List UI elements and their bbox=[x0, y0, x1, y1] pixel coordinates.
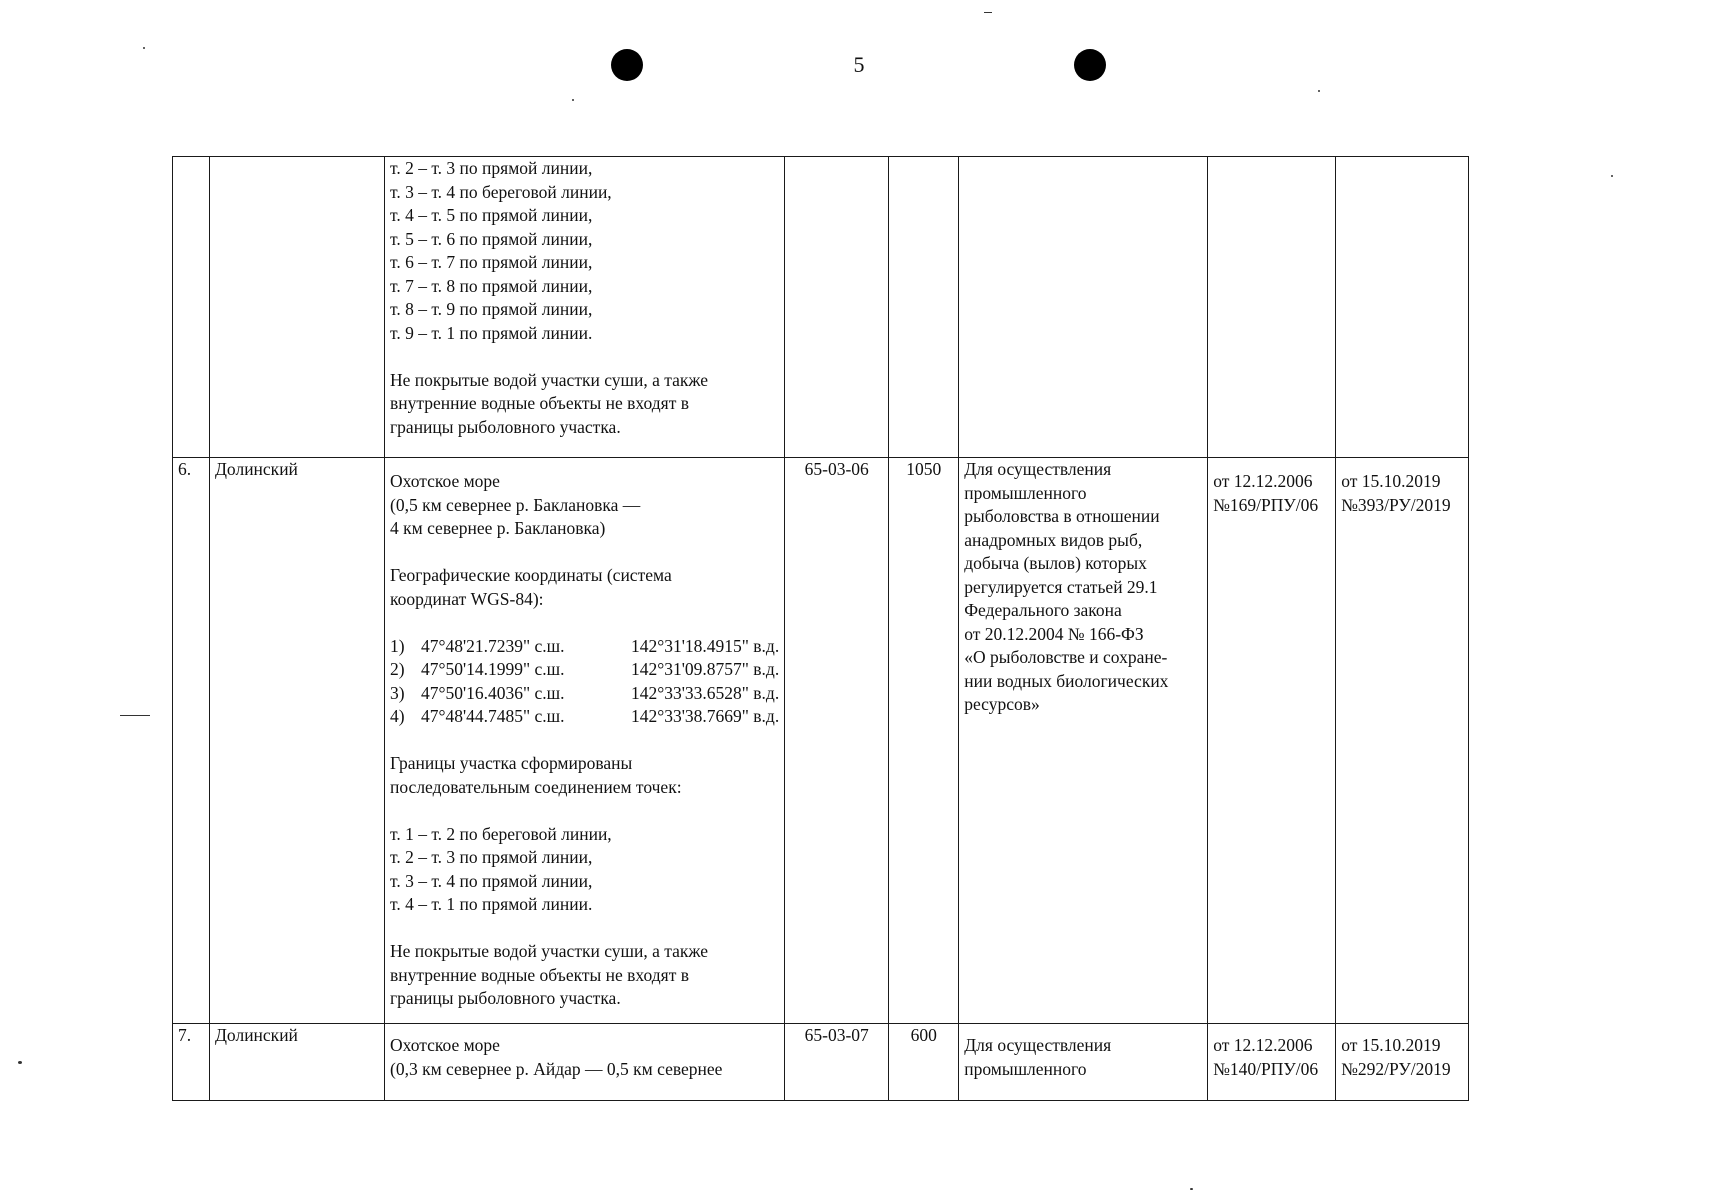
decision-date: от 15.10.2019 bbox=[1341, 471, 1441, 491]
sea-name: Охотское море bbox=[390, 471, 500, 491]
purpose-line: промышленного bbox=[964, 482, 1087, 503]
boundary-segment: т. 8 – т. 9 по прямой линии, bbox=[390, 299, 593, 319]
cell-code: 65-03-06 bbox=[785, 458, 889, 1024]
note-line: границы рыболовного участка. bbox=[390, 416, 621, 437]
border-title: Границы участка сформированы bbox=[390, 753, 633, 773]
cell-contract bbox=[1208, 458, 1336, 1024]
boundary-segment: т. 4 – т. 5 по прямой линии, bbox=[390, 205, 593, 225]
contract-date: от 12.12.2006 bbox=[1213, 471, 1313, 491]
note-line: Не покрытые водой участки суши, а также bbox=[390, 369, 708, 390]
purpose-line: «О рыболовстве и сохране- bbox=[964, 647, 1168, 667]
coordinate-row bbox=[390, 705, 779, 729]
boundary-segment: т. 2 – т. 3 по прямой линии, bbox=[390, 158, 593, 178]
purpose-line: Для осуществления bbox=[964, 459, 1112, 479]
coordinate-lat: 47°50'16.4036" с.ш. bbox=[421, 682, 565, 703]
purpose-line: ресурсов» bbox=[964, 694, 1040, 714]
coordinate-index: 1) bbox=[390, 635, 405, 656]
boundary-segment: т. 1 – т. 2 по береговой линии, bbox=[390, 823, 612, 844]
contract-number: №169/РПУ/06 bbox=[1213, 494, 1319, 515]
location-text: (0,5 км севернее р. Баклановка — bbox=[390, 494, 641, 515]
cell-code: 65-03-07 bbox=[785, 1024, 889, 1101]
coordinate-index: 2) bbox=[390, 659, 405, 679]
spacer bbox=[390, 917, 779, 941]
location-text: 4 км севернее р. Баклановка) bbox=[390, 518, 606, 538]
purpose-line: промышленного bbox=[964, 1058, 1087, 1079]
cell-contract bbox=[1208, 157, 1336, 458]
spacer bbox=[390, 729, 779, 753]
purpose-line: Для осуществления bbox=[964, 1035, 1112, 1055]
cell-area: 1050 bbox=[889, 458, 959, 1024]
table-row-6 bbox=[173, 458, 1469, 1024]
border-title: последовательным соединением точек: bbox=[390, 776, 682, 797]
cell-description bbox=[385, 1024, 785, 1101]
scan-speck bbox=[120, 715, 150, 716]
spacer bbox=[390, 611, 779, 635]
decision-date: от 15.10.2019 bbox=[1341, 1035, 1441, 1055]
coordinate-row bbox=[390, 635, 779, 659]
coordinate-lon: 142°33'38.7669" в.д. bbox=[631, 706, 780, 726]
note-line: Не покрытые водой участки суши, а также bbox=[390, 941, 708, 961]
purpose-line: Федерального закона bbox=[964, 600, 1122, 620]
cell-area: 600 bbox=[889, 1024, 959, 1101]
sea-name: Охотское море bbox=[390, 1035, 500, 1055]
boundary-segment: т. 7 – т. 8 по прямой линии, bbox=[390, 275, 593, 296]
coordinate-index: 3) bbox=[390, 682, 405, 703]
fishing-sites-table bbox=[172, 156, 1469, 1101]
cell-contract bbox=[1208, 1024, 1336, 1101]
scan-speck bbox=[1190, 1188, 1193, 1190]
boundary-segment: т. 3 – т. 4 по прямой линии, bbox=[390, 870, 593, 891]
boundary-segment: т. 5 – т. 6 по прямой линии, bbox=[390, 228, 593, 249]
contract-number: №140/РПУ/06 bbox=[1213, 1058, 1319, 1079]
boundary-segment: т. 9 – т. 1 по прямой линии. bbox=[390, 322, 593, 343]
scan-speck bbox=[1611, 175, 1613, 177]
cell-decision bbox=[1336, 157, 1469, 458]
purpose-line: анадромных видов рыб, bbox=[964, 529, 1143, 550]
cell-district bbox=[210, 157, 385, 458]
note-line: границы рыболовного участка. bbox=[390, 988, 621, 1008]
coordinate-lon: 142°33'33.6528" в.д. bbox=[631, 682, 780, 703]
boundary-segment: т. 2 – т. 3 по прямой линии, bbox=[390, 847, 593, 867]
scan-speck bbox=[18, 1061, 22, 1064]
cell-district: Долинский bbox=[210, 458, 385, 1024]
coordinate-lat: 47°48'21.7239" с.ш. bbox=[421, 635, 565, 656]
scan-speck bbox=[984, 12, 992, 13]
purpose-line: от 20.12.2004 № 166-ФЗ bbox=[964, 623, 1144, 644]
cell-area bbox=[889, 157, 959, 458]
table-row-continued bbox=[173, 157, 1469, 458]
cell-district: Долинский bbox=[210, 1024, 385, 1101]
spacer bbox=[390, 799, 779, 823]
coordinates-title: Географические координаты (система bbox=[390, 565, 672, 585]
cell-description bbox=[385, 458, 785, 1024]
purpose-line: регулируется статьей 29.1 bbox=[964, 576, 1158, 597]
decision-number: №292/РУ/2019 bbox=[1341, 1058, 1451, 1079]
coordinate-row bbox=[390, 658, 779, 682]
cell-purpose bbox=[959, 458, 1208, 1024]
cell-purpose bbox=[959, 1024, 1208, 1101]
coordinates-title: координат WGS-84): bbox=[390, 588, 544, 609]
purpose-line: нии водных биологических bbox=[964, 670, 1169, 691]
note-line: внутренние водные объекты не входят в bbox=[390, 964, 689, 985]
purpose-line: добыча (вылов) которых bbox=[964, 553, 1147, 573]
boundary-segment: т. 4 – т. 1 по прямой линии. bbox=[390, 894, 593, 914]
coordinate-lon: 142°31'18.4915" в.д. bbox=[631, 635, 780, 656]
boundary-segment: т. 6 – т. 7 по прямой линии, bbox=[390, 252, 593, 272]
spacer bbox=[390, 541, 779, 565]
location-text: (0,3 км севернее р. Айдар — 0,5 км севернее bbox=[390, 1058, 723, 1079]
spacer bbox=[390, 345, 779, 369]
coordinate-row bbox=[390, 682, 779, 706]
cell-purpose bbox=[959, 157, 1208, 458]
cell-number bbox=[173, 157, 210, 458]
note-line: внутренние водные объекты не входят в bbox=[390, 393, 689, 413]
scan-speck bbox=[1318, 90, 1320, 92]
page-number: 5 bbox=[853, 52, 865, 77]
cell-number: 7. bbox=[173, 1024, 210, 1101]
cell-decision bbox=[1336, 458, 1469, 1024]
coordinate-lon: 142°31'09.8757" в.д. bbox=[631, 659, 780, 679]
cell-number: 6. bbox=[173, 458, 210, 1024]
coordinate-lat: 47°50'14.1999" с.ш. bbox=[421, 659, 565, 679]
cell-description bbox=[385, 157, 785, 458]
coordinate-lat: 47°48'44.7485" с.ш. bbox=[421, 706, 565, 726]
decision-number: №393/РУ/2019 bbox=[1341, 494, 1451, 515]
contract-date: от 12.12.2006 bbox=[1213, 1035, 1313, 1055]
scan-speck bbox=[143, 47, 145, 49]
punch-hole-right bbox=[1074, 49, 1106, 81]
cell-decision bbox=[1336, 1024, 1469, 1101]
table-row-7 bbox=[173, 1024, 1469, 1101]
cell-code bbox=[785, 157, 889, 458]
coordinate-index: 4) bbox=[390, 706, 405, 726]
boundary-segment: т. 3 – т. 4 по береговой линии, bbox=[390, 181, 612, 202]
scan-speck bbox=[572, 99, 574, 101]
purpose-line: рыболовства в отношении bbox=[964, 506, 1160, 526]
